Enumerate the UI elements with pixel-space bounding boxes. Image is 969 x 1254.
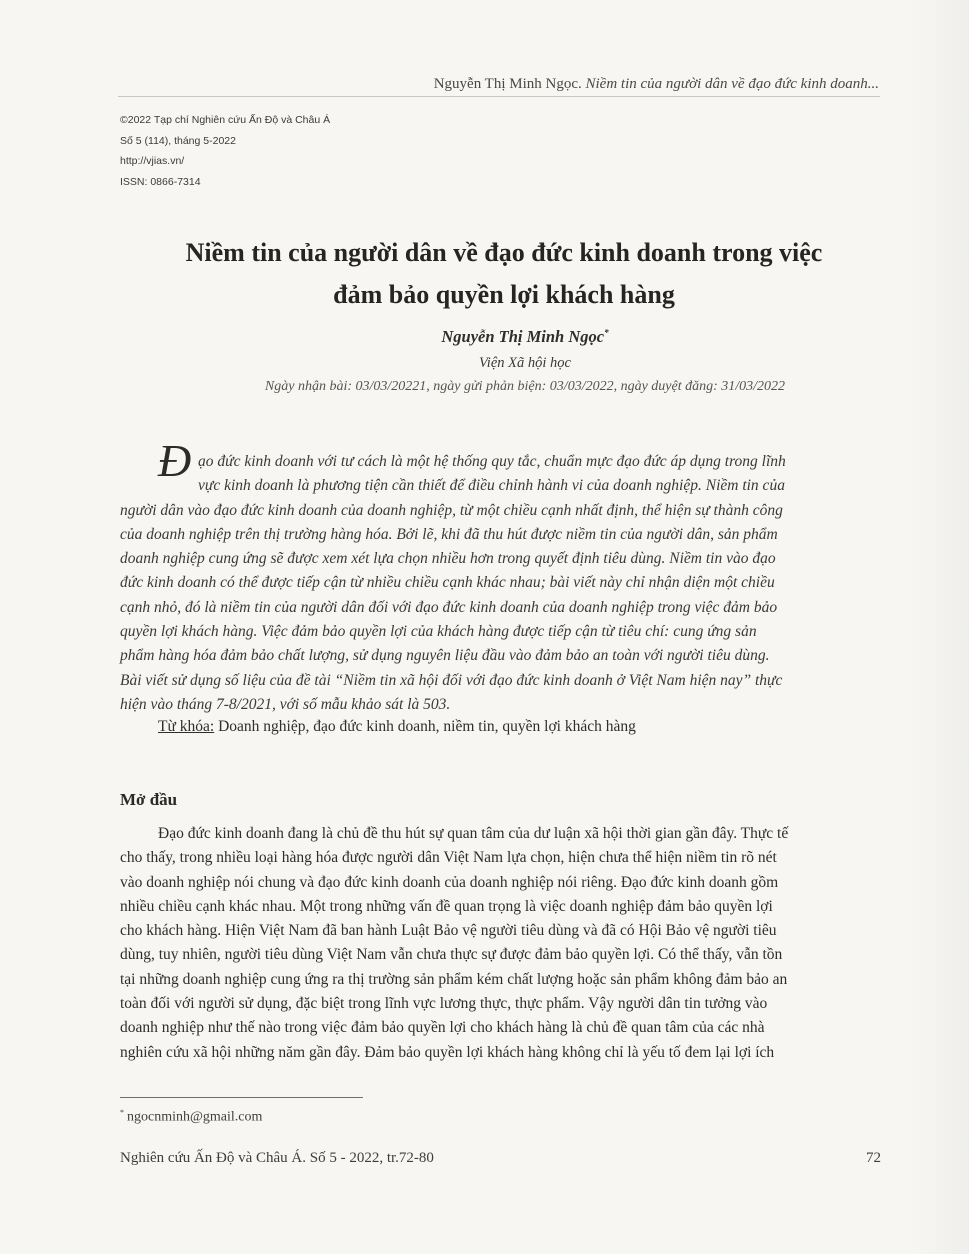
abstract	[120, 435, 882, 717]
abstract-line: phẩm hàng hóa đảm bảo chất lượng, sử dụng nguyên liệu đầu vào đảm bảo an toàn với người tiêu dùng.	[120, 647, 770, 665]
section-heading: Mở đầu	[120, 790, 178, 809]
running-header	[434, 76, 879, 93]
article-title-line: Niềm tin của người dân về đạo đức kinh doanh trong việc	[185, 238, 823, 267]
keywords-label: Từ khóa:	[158, 718, 215, 735]
body-line: nhiều chiều cạnh khác nhau. Một trong những vấn đề quan trọng là việc doanh nghiệp đảm bảo quyền lợi	[120, 897, 773, 915]
body-line: Đạo đức kinh doanh đang là chủ đề thu hút sự quan tâm của dư luận xã hội thời gian gần đây. Thực tế	[158, 825, 789, 842]
abstract-dropcap: Đ	[158, 435, 192, 486]
keywords	[158, 718, 636, 736]
journal-issue: Số 5 (114), tháng 5-2022	[120, 134, 236, 147]
abstract-line: người dân vào đạo đức kinh doanh của doanh nghiệp, từ một chiều cạnh nhất định, thể hiện sự thành công	[120, 501, 783, 519]
article-title-line: đảm bảo quyền lợi khách hàng	[333, 280, 675, 309]
abstract-line: đức kinh doanh có thể được tiếp cận từ nhiều chiều cạnh khác nhau; bài viết này chỉ nhận diện một chiều	[120, 574, 775, 592]
abstract-line: Bài viết sử dụng số liệu của đề tài “Niềm tin xã hội đối với đạo đức kinh doanh ở Việt Nam hiện nay” thực	[120, 671, 783, 689]
author-footnote-mark[interactable]: *	[604, 327, 609, 338]
body-line: cho thấy, trong nhiều loại hàng hóa được người dân Việt Nam lựa chọn, hiện chưa thể hiện niềm tin rõ nét	[120, 849, 777, 867]
body-line: dùng, tuy nhiên, người tiêu dùng Việt Nam vẫn chưa thực sự được đảm bảo quyền lợi. Có thể thấy, vẫn tồn	[120, 946, 783, 964]
journal-issn: ISSN: 0866-7314	[120, 175, 201, 188]
footnote-email[interactable]: ngocnminh@gmail.com	[127, 1109, 263, 1125]
article-title	[120, 232, 888, 316]
footer-citation: Nghiên cứu Ấn Độ và Châu Á. Số 5 - 2022, tr.72-80	[120, 1150, 434, 1166]
header-rule	[118, 96, 880, 97]
journal-copyright: ©2022 Tạp chí Nghiên cứu Ấn Độ và Châu Á	[120, 114, 331, 126]
journal-url[interactable]: http://vjias.vn/	[120, 155, 185, 167]
abstract-line: của doanh nghiệp trên thị trường hàng hóa. Bởi lẽ, khi đã thu hút được niềm tin của người dân, sản phẩm	[120, 525, 778, 543]
running-header-title: Niềm tin của người dân về đạo đức kinh doanh...	[585, 76, 879, 92]
body-line: toàn đối với người sử dụng, đặc biệt trong lĩnh vực lương thực, thực phẩm. Vậy người dân tin tưởng vào	[120, 995, 768, 1013]
author-name: Nguyễn Thị Minh Ngọc	[441, 327, 605, 346]
abstract-line: hiện vào tháng 7-8/2021, với số mẫu khảo sát là 503.	[120, 695, 451, 713]
body-line: tại những doanh nghiệp cung ứng ra thị trường sản phẩm kém chất lượng hoặc sản phẩm không đảm bảo an	[120, 970, 788, 988]
abstract-line: doanh nghiệp cung ứng sẽ được xem xét lựa chọn nhiều hơn trong quyết định tiêu dùng. Niềm tin vào đạo	[120, 550, 776, 568]
body-line: nghiên cứu xã hội những năm gần đây. Đảm bảo quyền lợi khách hàng không chỉ là yếu tố đem lại lợi ích	[120, 1043, 775, 1061]
footnote-rule	[120, 1097, 363, 1098]
footnote-mark: *	[120, 1108, 124, 1117]
author-affiliation: Viện Xã hội học	[479, 355, 571, 371]
abstract-line: cạnh nhỏ, đó là niềm tin của người dân đối với đạo đức kinh doanh của doanh nghiệp trong việc đảm bảo	[120, 598, 778, 616]
footnote	[120, 1108, 262, 1126]
body-line: vào doanh nghiệp nói chung và đạo đức kinh doanh của doanh nghiệp nói riêng. Đạo đức kinh doanh gồm	[120, 873, 779, 891]
article-dates: Ngày nhận bài: 03/03/20221, ngày gửi phản biện: 03/03/2022, ngày duyệt đăng: 31/03/2022	[264, 379, 786, 394]
article-author	[120, 327, 930, 347]
body-line: cho khách hàng. Hiện Việt Nam đã ban hành Luật Bảo vệ người tiêu dùng và đã có Hội Bảo vệ người tiêu	[120, 922, 777, 940]
running-header-author: Nguyễn Thị Minh Ngọc.	[433, 76, 582, 92]
page-edge-shadow	[909, 0, 969, 1254]
body-line: doanh nghiệp như thế nào trong việc đảm bảo quyền lợi cho khách hàng là chủ đề quan tâm của các nhà	[120, 1019, 765, 1037]
keywords-text: Doanh nghiệp, đạo đức kinh doanh, niềm tin, quyền lợi khách hàng	[214, 718, 636, 735]
abstract-line: ạo đức kinh doanh với tư cách là một hệ thống quy tắc, chuẩn mực đạo đức áp dụng trong lĩnh	[198, 453, 786, 470]
abstract-line: quyền lợi khách hàng. Việc đảm bảo quyền lợi của khách hàng được tiếp cận từ tiêu chí: cung ứng sản	[120, 623, 757, 641]
abstract-line: vực kinh doanh là phương tiện cần thiết để điều chỉnh hành vi của doanh nghiệp. Niềm tin của	[198, 477, 785, 495]
journal-meta	[120, 110, 330, 192]
section-body	[120, 822, 882, 1065]
page-number: 72	[866, 1150, 881, 1166]
